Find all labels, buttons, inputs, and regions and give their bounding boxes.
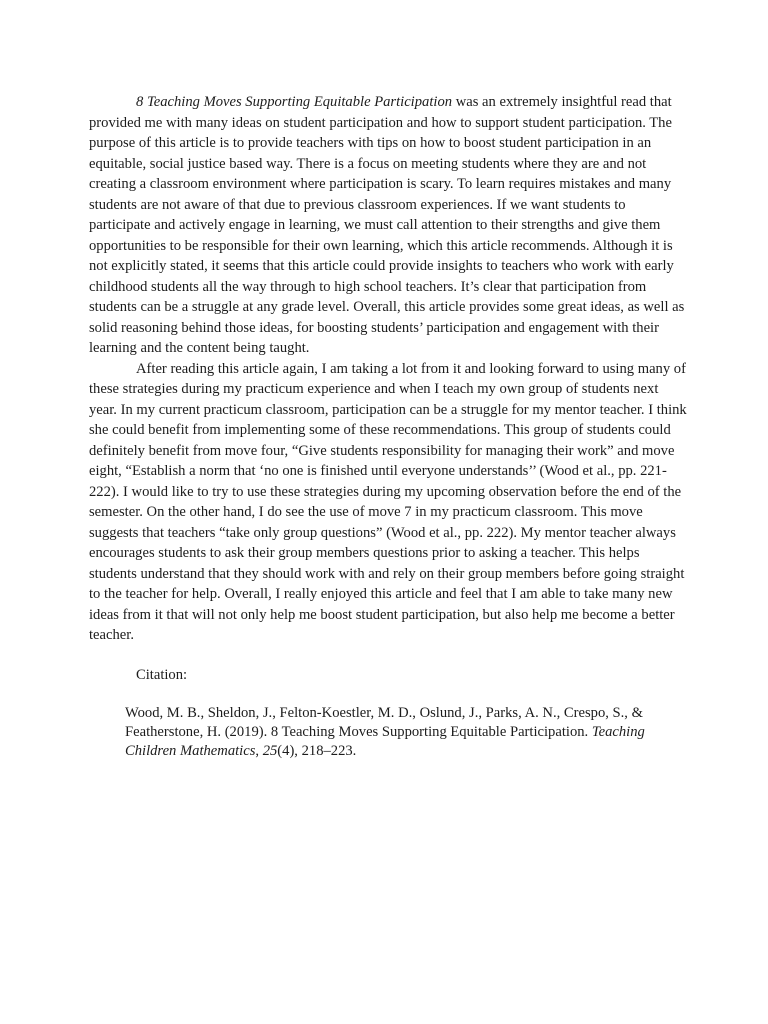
paragraph-1-text: was an extremely insightful read that provided me with many ideas on student participation and how to support student participation. The purpose of this article is to provide teachers with tips on how to boost student participation in an equitable, social justice based way. There is a focus on meeting students where they are and not creating a classroom environment where participation is scary. To learn requires mistakes and many students are not aware of that due to previous classroom experiences. If we want students to participate and actively engage in learning, we must call attention to their strengths and give them opportunities to be responsible for their own learning, which this article recommends. Although it is not explicitly stated, it seems that this article could provide insights to teachers who work with early childhood students all the way through to high school teachers. It’s clear that participation from students can be a struggle at any grade level. Overall, this article provides some great ideas, as well as solid reasoning behind those ideas, for boosting students’ participation and engagement with their learning and the content being taught. bbox=[89, 94, 685, 356]
reference-journal: Teaching Children Mathematics bbox=[125, 724, 645, 759]
reference-authors: Wood, M. B., Sheldon, J., Felton-Koestler, M. D., Oslund, J., Parks, A. N., Crespo, S., & Featherstone, H. (2019). 8 Teaching Moves Supporting Equitable Participation. bbox=[125, 705, 643, 740]
reference-separator: , bbox=[255, 743, 263, 759]
document-page bbox=[89, 92, 687, 761]
reference-entry bbox=[89, 704, 687, 761]
paragraph-2: After reading this article again, I am taking a lot from it and looking forward to using many of these strategies during my practicum experience and when I teach my own group of students next year. In my current practicum classroom, participation can be a struggle for my mentor teacher. I think she could benefit from implementing some of these recommendations. This group of students could definitely benefit from move four, “Give students responsibility for managing their work” and move eight, “Establish a norm that ‘no one is finished until everyone understands’’ (Wood et al., pp. 221-222). I would like to try to use these strategies during my upcoming observation before the end of the semester. On the other hand, I do see the use of move 7 in my practicum classroom. This move suggests that teachers “take only group questions” (Wood et al., pp. 222). My mentor teacher always encourages students to ask their group members questions prior to asking a teacher. This helps students understand that they should work with and rely on their group members before going straight to the teacher for help. Overall, I really enjoyed this article and feel that I am able to take many new ideas from it that will not only help me boost student participation, but also help me become a better teacher. bbox=[89, 360, 687, 643]
reference-volume: 25 bbox=[262, 743, 278, 759]
article-title: 8 Teaching Moves Supporting Equitable Participation bbox=[136, 94, 453, 110]
reference-pages: (4), 218–223. bbox=[277, 743, 357, 759]
paragraph-1 bbox=[89, 92, 687, 359]
citation-label: Citation: bbox=[136, 666, 188, 683]
